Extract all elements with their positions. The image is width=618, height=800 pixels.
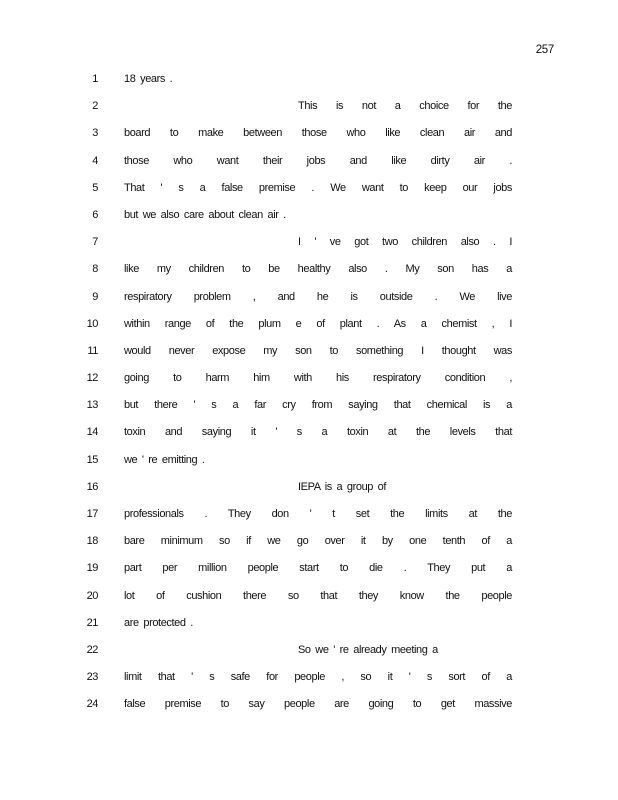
line-text: board to make between those who like clean air and: [124, 127, 512, 140]
transcript-line: [0, 179, 618, 206]
transcript-line: [0, 342, 618, 369]
transcript-line: [0, 451, 618, 478]
transcript-line: [0, 369, 618, 396]
line-text: going to harm him with his respiratory condition ,: [124, 372, 512, 385]
line-number: 19: [86, 562, 98, 575]
line-text: like my children to be healthy also . My son has a: [124, 263, 512, 276]
line-text: but there ' s a far cry from saying that chemical is a: [124, 399, 512, 412]
transcript-line: [0, 233, 618, 260]
page-number: 257: [535, 44, 554, 56]
line-number: 18: [86, 535, 98, 548]
transcript-line: [0, 396, 618, 423]
line-number: 14: [86, 426, 98, 439]
transcript-line: [0, 97, 618, 124]
line-number: 17: [86, 508, 98, 520]
transcript-line: [0, 206, 618, 233]
line-number: 3: [92, 127, 98, 140]
line-text: This is not a choice for the: [298, 100, 512, 113]
transcript-line: [0, 423, 618, 450]
line-number: 23: [86, 671, 98, 684]
line-number: 13: [86, 399, 98, 412]
line-number: 11: [87, 344, 98, 357]
line-number: 22: [86, 643, 98, 656]
line-text: those who want their jobs and like dirty air .: [124, 154, 512, 167]
line-text: So we ' re already meeting a: [298, 643, 438, 656]
line-number: 16: [86, 480, 98, 493]
line-text: bare minimum so if we go over it by one tenth of a: [124, 535, 512, 548]
line-text: within range of the plum e of plant . As a chemist , I: [124, 317, 512, 330]
transcript-line: [0, 559, 618, 586]
line-text: false premise to say people are going to get massive: [124, 698, 512, 711]
transcript-line: [0, 288, 618, 315]
line-text: respiratory problem , and he is outside . We live: [124, 290, 512, 303]
line-text: professionals . They don ' t set the limits at the: [124, 508, 512, 520]
line-text: lot of cushion there so that they know the people: [124, 589, 512, 602]
line-text: toxin and saying it ' s a toxin at the levels that: [124, 426, 512, 439]
line-number: 10: [86, 317, 98, 330]
line-number: 5: [92, 181, 98, 194]
line-text: part per million people start to die . They put a: [124, 562, 512, 575]
line-number: 9: [92, 290, 98, 303]
line-number: 7: [92, 236, 98, 249]
transcript-line: [0, 152, 618, 179]
transcript-line: [0, 532, 618, 559]
line-text: IEPA is a group of: [298, 480, 387, 493]
line-text: but we also care about clean air .: [124, 208, 286, 221]
line-text: limit that ' s safe for people , so it ' s sort of a: [124, 671, 512, 684]
line-number: 2: [92, 100, 98, 113]
line-number: 6: [92, 208, 98, 221]
transcript-line: [0, 260, 618, 287]
line-text: we ' re emitting .: [124, 453, 205, 466]
line-number: 20: [86, 589, 98, 602]
line-text: would never expose my son to something I thought was: [124, 344, 512, 357]
transcript-line: [0, 668, 618, 695]
line-text: I ' ve got two children also . I: [298, 236, 512, 249]
transcript-line: [0, 695, 618, 722]
transcript-line: [0, 124, 618, 151]
transcript-line: [0, 315, 618, 342]
transcript-line: [0, 70, 618, 97]
line-text: 18 years .: [124, 73, 173, 85]
transcript: [0, 70, 618, 723]
line-number: 15: [86, 453, 98, 466]
transcript-line: [0, 614, 618, 641]
line-number: 4: [92, 154, 98, 167]
transcript-line: [0, 587, 618, 614]
transcript-line: [0, 505, 618, 532]
transcript-line: [0, 478, 618, 505]
line-number: 21: [86, 616, 98, 629]
line-text: are protected .: [124, 616, 193, 629]
line-number: 1: [92, 73, 98, 85]
line-number: 12: [86, 372, 98, 385]
line-number: 24: [86, 698, 98, 711]
line-number: 8: [92, 263, 98, 276]
line-text: That ' s a false premise . We want to keep our jobs: [124, 181, 512, 194]
transcript-line: [0, 641, 618, 668]
